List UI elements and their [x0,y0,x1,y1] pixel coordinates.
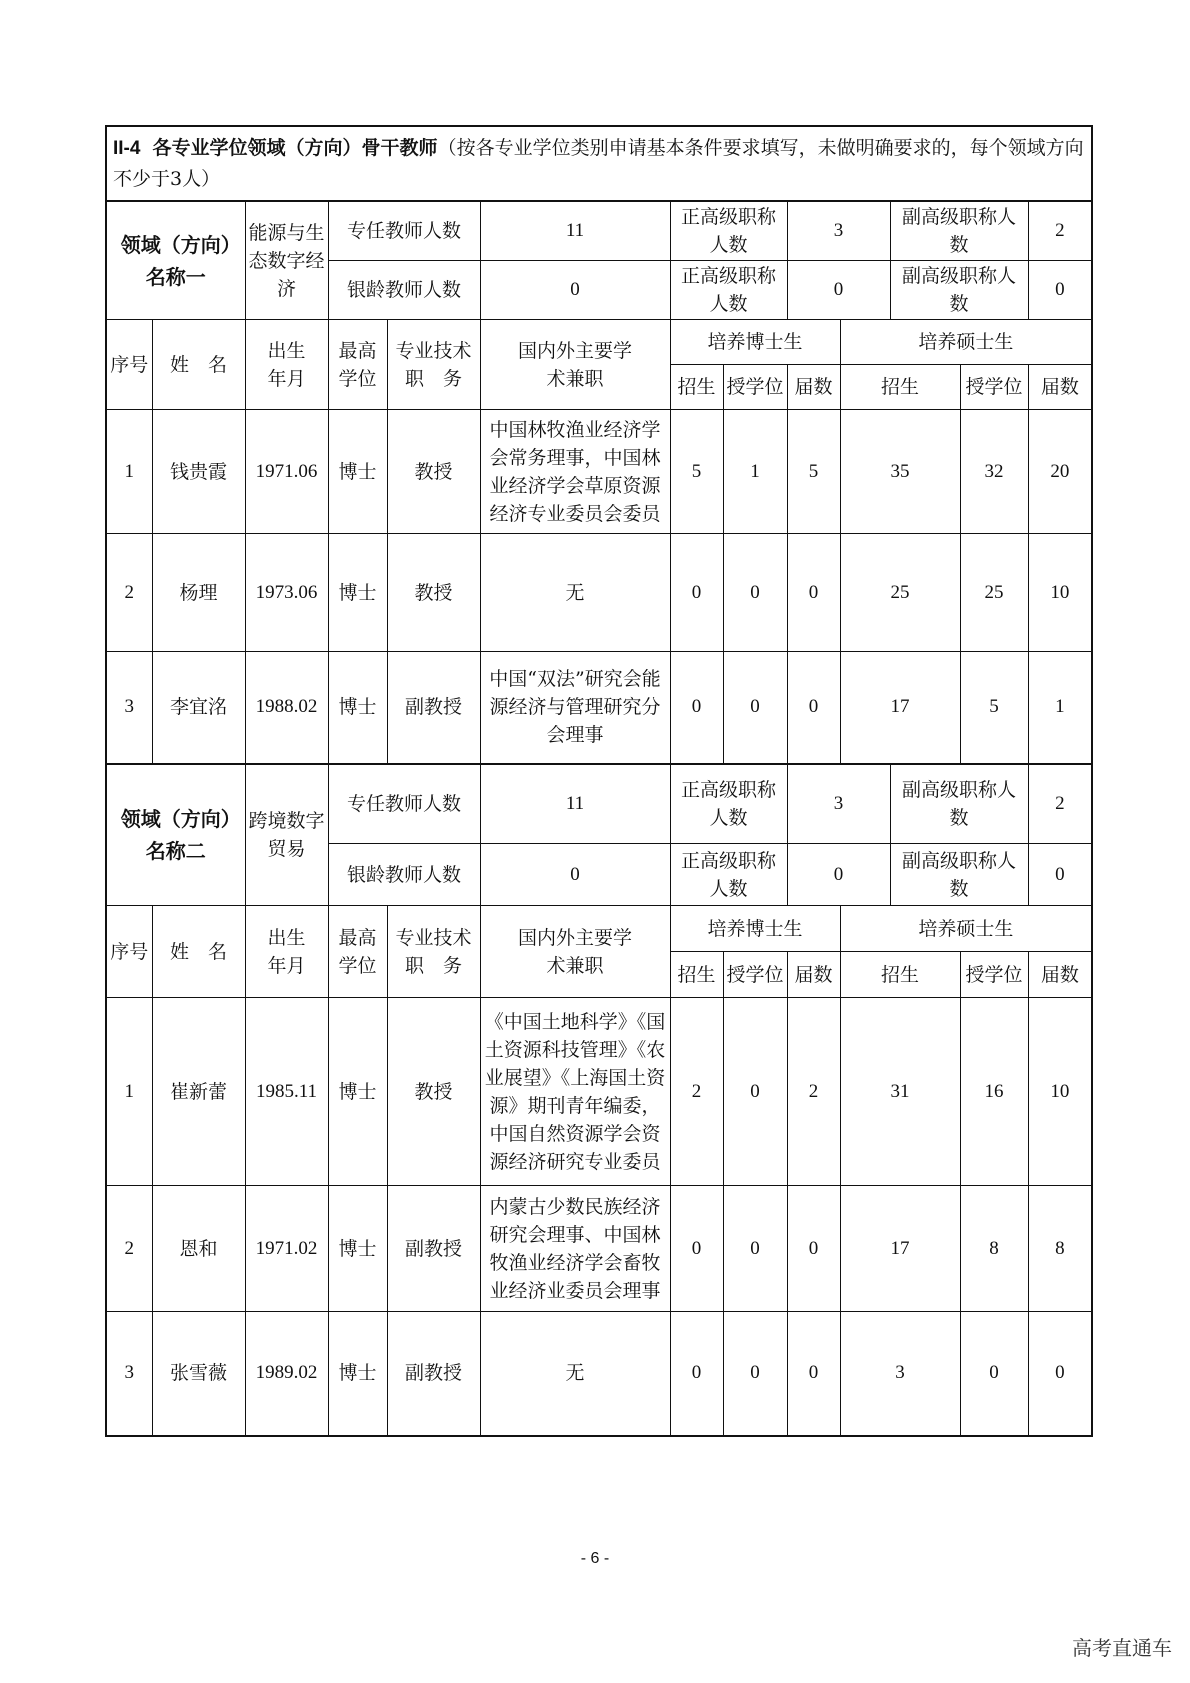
col-ms-cohorts: 届数 [1028,365,1092,410]
row-ms-enroll: 25 [840,534,960,652]
vice-senior-label: 副高级职称人数 [890,764,1028,844]
row-ms-cohorts: 8 [1028,1186,1092,1312]
row-ms-enroll: 17 [840,1186,960,1312]
row-phd-cohorts: 0 [787,1186,840,1312]
fulltime-label: 专任教师人数 [328,201,480,261]
row-ms-degree: 0 [960,1312,1028,1436]
row-phd-enroll: 0 [670,1186,723,1312]
col-name: 姓 名 [152,906,245,998]
senior-label: 正高级职称人数 [670,201,787,261]
row-phd-enroll: 0 [670,1312,723,1436]
section-title: 各专业学位领域（方向）骨干教师 [152,137,438,159]
faculty-table [105,125,1093,1437]
fulltime-count: 11 [480,201,670,261]
row-phd-degree: 0 [723,1312,787,1436]
domain-name: 能源与生态数字经济 [245,201,328,320]
table-row [106,652,1092,764]
col-name: 姓 名 [152,320,245,410]
col-title: 专业技术职 务 [387,906,480,998]
row-title: 副教授 [387,652,480,764]
fulltime-count: 11 [480,764,670,844]
col-ms-cohorts: 届数 [1028,952,1092,998]
row-phd-cohorts: 0 [787,534,840,652]
row-posts: 无 [480,1312,670,1436]
row-birth: 1971.06 [245,410,328,534]
row-title: 教授 [387,998,480,1186]
row-posts: 《中国土地科学》《国土资源科技管理》《农业展望》《上海国土资源》期刊青年编委，中国自然资源学会资源经济研究专业委员 [480,998,670,1186]
row-phd-cohorts: 5 [787,410,840,534]
watermark: 高考直通车 [1072,1636,1172,1660]
vice-senior-count: 2 [1028,764,1092,844]
row-name: 张雪薇 [152,1312,245,1436]
retired-count: 0 [480,261,670,320]
row-ms-cohorts: 10 [1028,998,1092,1186]
row-title: 教授 [387,534,480,652]
row-phd-enroll: 0 [670,534,723,652]
row-degree: 博士 [328,998,387,1186]
vice-senior-label: 副高级职称人数 [890,261,1028,320]
fulltime-label: 专任教师人数 [328,764,480,844]
row-phd-enroll: 5 [670,410,723,534]
section-note: （按各专业学位类别申请基本条件要求填写，未做明确要求的，每个领域方向不少于3人） [113,137,1084,190]
retired-count: 0 [480,844,670,906]
row-phd-enroll: 0 [670,652,723,764]
row-ms-enroll: 3 [840,1312,960,1436]
row-phd-degree: 0 [723,652,787,764]
retired-label: 银龄教师人数 [328,844,480,906]
vice-senior-label: 副高级职称人数 [890,844,1028,906]
row-degree: 博士 [328,410,387,534]
col-ms-degree: 授学位 [960,365,1028,410]
col-ms-degree: 授学位 [960,952,1028,998]
row-ms-degree: 16 [960,998,1028,1186]
table-row [106,410,1092,534]
col-phd-cohorts: 届数 [787,952,840,998]
row-name: 杨理 [152,534,245,652]
page-number: - 6 - [580,1550,610,1567]
col-seq: 序号 [106,906,152,998]
domain-label-cell [106,764,245,906]
col-ms-enroll: 招生 [840,952,960,998]
col-ms-enroll: 招生 [840,365,960,410]
table-row [106,1312,1092,1436]
row-phd-degree: 0 [723,998,787,1186]
row-phd-degree: 1 [723,410,787,534]
row-ms-degree: 8 [960,1186,1028,1312]
vice-senior-label: 副高级职称人数 [890,201,1028,261]
row-posts: 内蒙古少数民族经济研究会理事、中国林牧渔业经济学会畜牧业经济业委员会理事 [480,1186,670,1312]
row-seq: 3 [106,652,152,764]
row-degree: 博士 [328,1186,387,1312]
col-phd-degree: 授学位 [723,952,787,998]
col-phd-group: 培养博士生 [670,320,840,365]
vice-senior-count: 2 [1028,201,1092,261]
row-phd-cohorts: 0 [787,1312,840,1436]
row-seq: 1 [106,998,152,1186]
row-degree: 博士 [328,652,387,764]
row-degree: 博士 [328,1312,387,1436]
row-birth: 1988.02 [245,652,328,764]
col-phd-cohorts: 届数 [787,365,840,410]
senior-count: 3 [787,201,890,261]
col-master-group: 培养硕士生 [840,906,1092,952]
row-phd-degree: 0 [723,1186,787,1312]
row-birth: 1989.02 [245,1312,328,1436]
col-birth: 出生年月 [245,320,328,410]
row-birth: 1973.06 [245,534,328,652]
row-phd-enroll: 2 [670,998,723,1186]
row-posts: 中国“双法”研究会能源经济与管理研究分会理事 [480,652,670,764]
section-code: II-4 [113,138,141,159]
senior-count: 3 [787,764,890,844]
table-row [106,1186,1092,1312]
row-seq: 2 [106,1186,152,1312]
domain-name: 跨境数字贸易 [245,764,328,906]
row-posts: 无 [480,534,670,652]
row-name: 恩和 [152,1186,245,1312]
col-phd-group: 培养博士生 [670,906,840,952]
senior-label: 正高级职称人数 [670,764,787,844]
col-degree: 最高学位 [328,906,387,998]
row-ms-enroll: 17 [840,652,960,764]
row-name: 崔新蕾 [152,998,245,1186]
col-phd-enroll: 招生 [670,365,723,410]
row-phd-cohorts: 0 [787,652,840,764]
row-phd-cohorts: 2 [787,998,840,1186]
retired-senior-count: 0 [787,844,890,906]
col-posts: 国内外主要学术兼职 [480,906,670,998]
senior-label: 正高级职称人数 [670,844,787,906]
row-title: 副教授 [387,1186,480,1312]
domain-label-cell [106,201,245,320]
row-ms-degree: 25 [960,534,1028,652]
retired-senior-count: 0 [787,261,890,320]
row-title: 教授 [387,410,480,534]
retired-vice-senior-count: 0 [1028,844,1092,906]
col-posts: 国内外主要学术兼职 [480,320,670,410]
row-name: 钱贵霞 [152,410,245,534]
row-seq: 1 [106,410,152,534]
row-phd-degree: 0 [723,534,787,652]
senior-label: 正高级职称人数 [670,261,787,320]
domain-label: 领域（方向）名称一 [120,232,231,289]
retired-vice-senior-count: 0 [1028,261,1092,320]
col-degree: 最高学位 [328,320,387,410]
row-birth: 1971.02 [245,1186,328,1312]
col-birth: 出生年月 [245,906,328,998]
table-row [106,998,1092,1186]
col-seq: 序号 [106,320,152,410]
retired-label: 银龄教师人数 [328,261,480,320]
col-master-group: 培养硕士生 [840,320,1092,365]
row-seq: 3 [106,1312,152,1436]
row-ms-degree: 32 [960,410,1028,534]
table-row [106,534,1092,652]
document-page [105,125,1091,1437]
row-degree: 博士 [328,534,387,652]
row-posts: 中国林牧渔业经济学会常务理事，中国林业经济学会草原资源经济专业委员会委员 [480,410,670,534]
row-ms-cohorts: 1 [1028,652,1092,764]
row-ms-cohorts: 20 [1028,410,1092,534]
row-birth: 1985.11 [245,998,328,1186]
col-title: 专业技术职 务 [387,320,480,410]
row-ms-cohorts: 0 [1028,1312,1092,1436]
row-title: 副教授 [387,1312,480,1436]
col-phd-degree: 授学位 [723,365,787,410]
row-ms-degree: 5 [960,652,1028,764]
domain-label: 领域（方向）名称二 [120,806,231,863]
section-header [106,126,1092,201]
row-ms-enroll: 31 [840,998,960,1186]
row-name: 李宜洺 [152,652,245,764]
row-ms-enroll: 35 [840,410,960,534]
row-ms-cohorts: 10 [1028,534,1092,652]
col-phd-enroll: 招生 [670,952,723,998]
row-seq: 2 [106,534,152,652]
